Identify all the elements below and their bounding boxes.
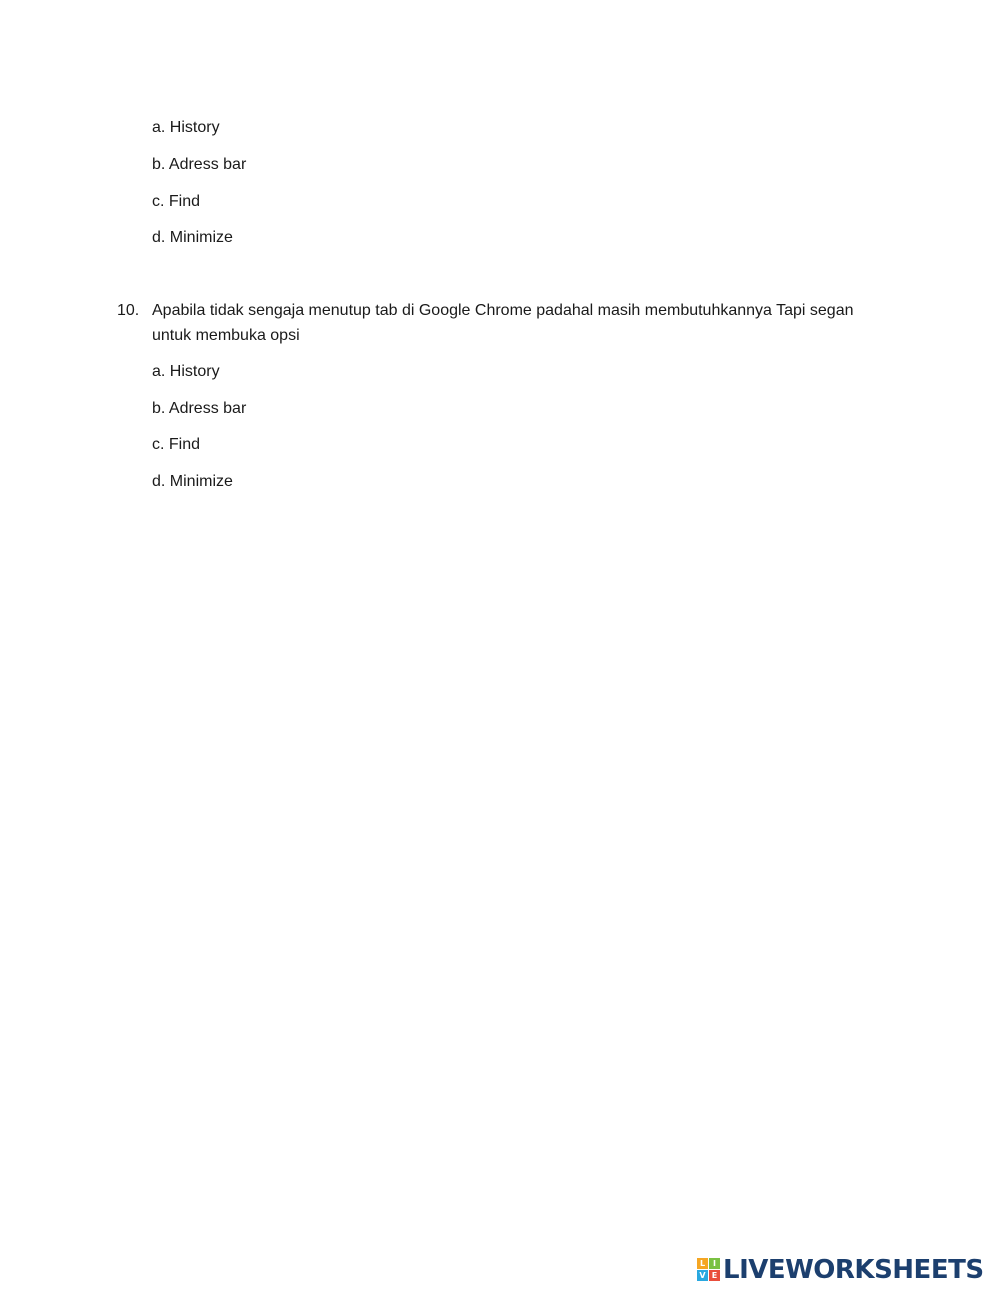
prev-option-c: c. Find [152,193,201,210]
liveworksheets-logo [697,1256,984,1284]
logo-letter-v: V [697,1270,708,1281]
option-d: d. Minimize [152,473,233,490]
option-c: c. Find [152,436,201,453]
question-text-line2: untuk membuka opsi [152,327,300,344]
question-number: 10. [117,302,140,319]
prev-option-a: a. History [152,119,220,136]
logo-letter-i: I [709,1258,720,1269]
logo-wordmark: LIVEWORKSHEETS [723,1255,984,1285]
live-logo-icon [697,1258,721,1282]
prev-option-b: b. Adress bar [152,156,247,173]
option-b: b. Adress bar [152,400,247,417]
question-text-line1: Apabila tidak sengaja menutup tab di Google Chrome padahal masih membutuhkannya Tapi segan [152,302,854,319]
logo-letter-l: L [697,1258,708,1269]
option-a: a. History [152,363,220,380]
logo-letter-e: E [709,1270,720,1281]
prev-option-d: d. Minimize [152,229,233,246]
